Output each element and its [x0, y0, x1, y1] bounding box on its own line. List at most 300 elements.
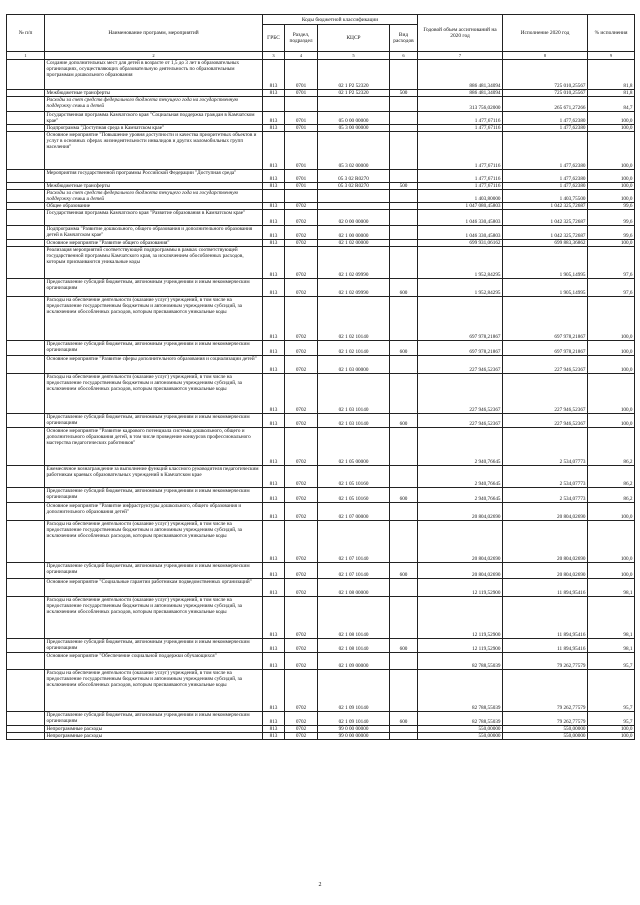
- cell-name: Государственная программа Камчатского края "Развитие образования в Камчатском крае": [45, 210, 263, 226]
- cell-name: Расходы на обеспечение деятельности (оказание услуг) учреждений, в том числе на предоставление государственным бюджетным и автономным учреждениям субсидий, за исключением обособленных расходов, которым присваиваются уникальные коды: [45, 597, 263, 639]
- cell-razdel: 0702: [285, 279, 318, 297]
- cell-razdel: 0702: [285, 670, 318, 712]
- cell-kcsr: 02 1 03 10140: [318, 374, 390, 414]
- cell-num: [7, 597, 45, 639]
- cell-razdel: 0702: [285, 356, 318, 374]
- cell-razdel: 0702: [285, 414, 318, 428]
- cell-vid: [390, 356, 418, 374]
- header-razdel: Раздел, подраздел: [285, 25, 318, 52]
- cell-name: Государственная программа Камчатского края "Социальная поддержка граждан в Камчатском крае": [45, 112, 263, 125]
- cell-razdel: 0701: [285, 125, 318, 132]
- cell-num: [7, 279, 45, 297]
- cell-kcsr: 02 1 08 10140: [318, 639, 390, 653]
- cell-vid: [390, 203, 418, 210]
- cell-vid: 600: [390, 414, 418, 428]
- cell-grbs: [263, 190, 285, 203]
- cell-razdel: 0702: [285, 521, 318, 563]
- cell-pct: 98,1: [588, 579, 635, 597]
- cell-razdel: 0702: [285, 247, 318, 279]
- cell-name: Создание дополнительных мест для детей в возрасте от 1,5 до 3 лет в образовательных организациях, осуществляющих образовательную деятельность по образовательным программам дошкольного образования: [45, 60, 263, 90]
- cell-num: [7, 125, 45, 132]
- table-row: [7, 503, 635, 521]
- cell-exec: 227 946,52367: [503, 356, 588, 374]
- cell-grbs: 813: [263, 170, 285, 183]
- cell-grbs: 813: [263, 639, 285, 653]
- cell-grbs: 813: [263, 125, 285, 132]
- cell-kcsr: 02 1 09 10140: [318, 712, 390, 726]
- cell-num: [7, 341, 45, 356]
- cell-exec: 1 042 325,72687: [503, 226, 588, 240]
- cell-kcsr: 02 1 09 10140: [318, 670, 390, 712]
- cell-pct: 100,0: [588, 503, 635, 521]
- cell-grbs: 813: [263, 356, 285, 374]
- table-row: [7, 203, 635, 210]
- cell-grbs: 813: [263, 712, 285, 726]
- cell-annual: 1 046 330,45803: [418, 210, 503, 226]
- cell-vid: [390, 670, 418, 712]
- cell-exec: 265 671,27266: [503, 97, 588, 112]
- cell-name: Основное мероприятие "Социальные гарантии работникам подведомственных организаций": [45, 579, 263, 597]
- cell-vid: [390, 428, 418, 466]
- cell-num: [7, 563, 45, 579]
- cell-num: [7, 60, 45, 90]
- cell-grbs: 813: [263, 579, 285, 597]
- cell-kcsr: [318, 97, 390, 112]
- table-row: [7, 226, 635, 240]
- cell-vid: [390, 247, 418, 279]
- cell-name: Непрограммные расходы: [45, 726, 263, 733]
- cell-annual: 82 788,55039: [418, 653, 503, 670]
- cell-kcsr: 02 0 00 00000: [318, 210, 390, 226]
- cell-exec: 550,00000: [503, 733, 588, 740]
- cell-num: [7, 726, 45, 733]
- cell-vid: [390, 240, 418, 247]
- cell-grbs: 813: [263, 90, 285, 97]
- cell-annual: 1 477,67116: [418, 125, 503, 132]
- table-row: [7, 279, 635, 297]
- cell-name: Расходы за счет средств федерального бюджета текущего года на государственную поддержку семьи и детей: [45, 190, 263, 203]
- cell-razdel: 0702: [285, 579, 318, 597]
- cell-num: [7, 579, 45, 597]
- cell-annual: 12 119,52900: [418, 597, 503, 639]
- cell-grbs: 813: [263, 341, 285, 356]
- cell-exec: 1 905,14995: [503, 247, 588, 279]
- cell-grbs: 813: [263, 112, 285, 125]
- cell-vid: 600: [390, 488, 418, 503]
- cell-annual: 697 978,21867: [418, 297, 503, 341]
- cell-exec: 725 010,25567: [503, 60, 588, 90]
- table-row: [7, 521, 635, 563]
- table-row: [7, 60, 635, 90]
- table-row: [7, 341, 635, 356]
- cell-grbs: 813: [263, 183, 285, 190]
- cell-name: Основное мероприятие "Развитие кадрового потенциала системы дошкольного, общего и дополнительного образования детей, в том числе проведение конкурсов профессионального мастерства педагогических работников": [45, 428, 263, 466]
- cell-kcsr: 02 1 07 10140: [318, 563, 390, 579]
- cell-annual: 886 481,34094: [418, 90, 503, 97]
- cell-grbs: 813: [263, 132, 285, 170]
- cell-razdel: 0702: [285, 653, 318, 670]
- header-column-numbers: [7, 52, 635, 60]
- cell-num: [7, 226, 45, 240]
- table-row: [7, 240, 635, 247]
- cell-annual: 20 804,02690: [418, 563, 503, 579]
- cell-annual: 1 477,67116: [418, 183, 503, 190]
- cell-razdel: 0702: [285, 466, 318, 488]
- cell-kcsr: 02 1 05 00000: [318, 428, 390, 466]
- table-row: [7, 247, 635, 279]
- cell-pct: 86,2: [588, 466, 635, 488]
- cell-name: Предоставление субсидий бюджетным, автономным учреждениям и иным некоммерческим организациям: [45, 639, 263, 653]
- cell-pct: 100,0: [588, 356, 635, 374]
- cell-num: [7, 112, 45, 125]
- budget-table: [6, 14, 635, 740]
- cell-pct: 100,0: [588, 132, 635, 170]
- cell-annual: 699 931,06162: [418, 240, 503, 247]
- cell-annual: 12 119,52900: [418, 579, 503, 597]
- cell-exec: 79 262,77579: [503, 670, 588, 712]
- cell-razdel: 0701: [285, 90, 318, 97]
- cell-num: [7, 297, 45, 341]
- cell-vid: 600: [390, 279, 418, 297]
- cell-razdel: 0702: [285, 712, 318, 726]
- cell-exec: 1 477,62380: [503, 112, 588, 125]
- cell-num: [7, 503, 45, 521]
- cell-grbs: 813: [263, 488, 285, 503]
- cell-name: Расходы на обеспечение деятельности (оказание услуг) учреждений, в том числе на предоставление государственным бюджетным и автономным учреждениям субсидий, за исключением обособленных расходов, которым присваиваются уникальные коды: [45, 670, 263, 712]
- cell-annual: 1 952,84295: [418, 247, 503, 279]
- cell-pct: 100,0: [588, 563, 635, 579]
- cell-num: [7, 653, 45, 670]
- cell-vid: [390, 374, 418, 414]
- cell-razdel: 0702: [285, 210, 318, 226]
- cell-razdel: 0702: [285, 597, 318, 639]
- cell-razdel: 0701: [285, 112, 318, 125]
- cell-pct: 100,0: [588, 190, 635, 203]
- cell-kcsr: 02 1 08 00000: [318, 579, 390, 597]
- cell-kcsr: 02 1 03 00000: [318, 356, 390, 374]
- cell-name: Предоставление субсидий бюджетным, автономным учреждениям и иным некоммерческим организациям: [45, 341, 263, 356]
- cell-annual: 886 481,34094: [418, 60, 503, 90]
- cell-kcsr: 02 1 08 10140: [318, 597, 390, 639]
- header-vid: Вид расходов: [390, 25, 418, 52]
- table-row: [7, 356, 635, 374]
- cell-name: Мероприятия государственной программы Российской Федерации "Доступная среда": [45, 170, 263, 183]
- cell-annual: 1 477,67116: [418, 170, 503, 183]
- cell-exec: 1 477,62380: [503, 132, 588, 170]
- cell-pct: 100,0: [588, 112, 635, 125]
- cell-exec: 11 894,95416: [503, 597, 588, 639]
- cell-pct: 98,1: [588, 597, 635, 639]
- cell-kcsr: 02 1 05 10160: [318, 466, 390, 488]
- cell-vid: [390, 653, 418, 670]
- cell-annual: 1 047 080,45803: [418, 203, 503, 210]
- cell-razdel: 0702: [285, 374, 318, 414]
- cell-exec: 550,00000: [503, 726, 588, 733]
- cell-grbs: 813: [263, 247, 285, 279]
- column-number: 8: [503, 52, 588, 60]
- cell-pct: 100,0: [588, 726, 635, 733]
- table-row: [7, 428, 635, 466]
- cell-razdel: 0701: [285, 60, 318, 90]
- cell-annual: 550,00000: [418, 733, 503, 740]
- cell-kcsr: 02 1 09 00000: [318, 653, 390, 670]
- cell-pct: 100,0: [588, 733, 635, 740]
- cell-num: [7, 356, 45, 374]
- header-pct: % исполнения: [588, 15, 635, 52]
- cell-vid: [390, 112, 418, 125]
- cell-exec: 2 534,07773: [503, 428, 588, 466]
- cell-vid: [390, 597, 418, 639]
- cell-kcsr: 05 3 02 R0270: [318, 170, 390, 183]
- cell-num: [7, 428, 45, 466]
- cell-pct: 99,6: [588, 210, 635, 226]
- cell-kcsr: [318, 190, 390, 203]
- cell-annual: 12 119,52900: [418, 639, 503, 653]
- cell-exec: 20 804,02690: [503, 563, 588, 579]
- cell-grbs: 813: [263, 210, 285, 226]
- cell-exec: 725 010,25567: [503, 90, 588, 97]
- cell-vid: [390, 226, 418, 240]
- cell-pct: 84,7: [588, 97, 635, 112]
- cell-razdel: [285, 190, 318, 203]
- cell-grbs: 813: [263, 726, 285, 733]
- cell-kcsr: 02 1 00 00000: [318, 226, 390, 240]
- table-row: [7, 466, 635, 488]
- cell-num: [7, 374, 45, 414]
- cell-razdel: 0702: [285, 428, 318, 466]
- cell-exec: 11 894,95416: [503, 639, 588, 653]
- cell-pct: 97,6: [588, 279, 635, 297]
- cell-pct: 100,0: [588, 240, 635, 247]
- cell-kcsr: 02 1 02 00000: [318, 240, 390, 247]
- table-row: [7, 125, 635, 132]
- cell-grbs: 813: [263, 297, 285, 341]
- cell-vid: [390, 726, 418, 733]
- cell-pct: 95,7: [588, 670, 635, 712]
- cell-kcsr: 05 3 02 R0270: [318, 183, 390, 190]
- cell-num: [7, 210, 45, 226]
- cell-razdel: 0702: [285, 563, 318, 579]
- cell-num: [7, 97, 45, 112]
- cell-annual: 697 978,21867: [418, 341, 503, 356]
- cell-kcsr: 02 1 02 09990: [318, 279, 390, 297]
- cell-kcsr: [318, 203, 390, 210]
- cell-annual: 1 046 330,45803: [418, 226, 503, 240]
- cell-razdel: 0701: [285, 183, 318, 190]
- cell-kcsr: 05 0 00 00000: [318, 112, 390, 125]
- cell-name: Основное мероприятие "Развитие общего образования": [45, 240, 263, 247]
- cell-exec: 697 978,21867: [503, 341, 588, 356]
- cell-name: Расходы на обеспечение деятельности (оказание услуг) учреждений, в том числе на предоставление государственным бюджетным и автономным учреждениям субсидий, за исключением обособленных расходов, которым присваиваются уникальные коды: [45, 374, 263, 414]
- cell-exec: 697 978,21867: [503, 297, 588, 341]
- table-row: [7, 579, 635, 597]
- cell-razdel: [285, 97, 318, 112]
- cell-name: Предоставление субсидий бюджетным, автономным учреждениям и иным некоммерческим организациям: [45, 279, 263, 297]
- cell-exec: 1 042 325,72687: [503, 210, 588, 226]
- cell-exec: 79 262,77579: [503, 712, 588, 726]
- header-codes-group: Коды бюджетной классификации: [263, 15, 418, 25]
- cell-vid: 600: [390, 712, 418, 726]
- cell-kcsr: 99 0 00 00000: [318, 733, 390, 740]
- column-number: 7: [418, 52, 503, 60]
- cell-razdel: 0702: [285, 726, 318, 733]
- cell-vid: [390, 170, 418, 183]
- cell-exec: 1 477,62380: [503, 170, 588, 183]
- cell-grbs: 813: [263, 466, 285, 488]
- cell-vid: 500: [390, 90, 418, 97]
- cell-name: Межбюджетные трансферты: [45, 183, 263, 190]
- cell-name: Непрограммные расходы: [45, 733, 263, 740]
- table-row: [7, 90, 635, 97]
- cell-name: Расходы на обеспечение деятельности (оказание услуг) учреждений, в том числе на предоставление государственным бюджетным и автономным учреждениям субсидий, за исключением обособленных расходов, которым присваиваются уникальные коды: [45, 521, 263, 563]
- cell-grbs: 813: [263, 733, 285, 740]
- cell-pct: 99,6: [588, 203, 635, 210]
- cell-name: Основное мероприятие "Повышение уровня доступности и качества приоритетных объектов и услуг в основных сферах жизнедеятельности инвалидов и других маломобильных групп населения": [45, 132, 263, 170]
- cell-kcsr: 02 1 07 10140: [318, 521, 390, 563]
- cell-razdel: 0702: [285, 488, 318, 503]
- cell-vid: [390, 97, 418, 112]
- cell-pct: 86,2: [588, 428, 635, 466]
- cell-annual: 227 946,52367: [418, 374, 503, 414]
- cell-pct: 100,0: [588, 297, 635, 341]
- cell-annual: 227 946,52367: [418, 414, 503, 428]
- header-name: Наименование программ, мероприятий: [45, 15, 263, 52]
- column-number: 4: [285, 52, 318, 60]
- cell-kcsr: 02 1 P2 52320: [318, 90, 390, 97]
- cell-pct: 100,0: [588, 414, 635, 428]
- cell-grbs: 813: [263, 60, 285, 90]
- cell-num: [7, 90, 45, 97]
- cell-pct: 100,0: [588, 374, 635, 414]
- column-number: 6: [390, 52, 418, 60]
- cell-num: [7, 240, 45, 247]
- table-row: [7, 712, 635, 726]
- cell-num: [7, 733, 45, 740]
- cell-name: Основное мероприятие "Развитие инфраструктуры дошкольного, общего образования и дополнительного образования детей": [45, 503, 263, 521]
- cell-num: [7, 639, 45, 653]
- cell-name: Предоставление субсидий бюджетным, автономным учреждениям и иным некоммерческим организациям: [45, 414, 263, 428]
- cell-num: [7, 247, 45, 279]
- cell-grbs: 813: [263, 597, 285, 639]
- cell-pct: 100,0: [588, 170, 635, 183]
- cell-annual: 82 788,55039: [418, 670, 503, 712]
- cell-num: [7, 170, 45, 183]
- cell-name: Предоставление субсидий бюджетным, автономным учреждениям и иным некоммерческим организациям: [45, 712, 263, 726]
- cell-exec: 1 042 325,72687: [503, 203, 588, 210]
- cell-pct: 95,7: [588, 712, 635, 726]
- cell-vid: [390, 210, 418, 226]
- cell-vid: [390, 733, 418, 740]
- cell-annual: 227 946,52367: [418, 356, 503, 374]
- table-row: [7, 190, 635, 203]
- cell-exec: 227 946,52367: [503, 414, 588, 428]
- cell-name: Ежемесячное вознаграждение за выполнение функций классного руководителя педагогическим работникам краевых образовательных учреждений в Камчатском крае: [45, 466, 263, 488]
- cell-vid: 600: [390, 639, 418, 653]
- cell-annual: 313 756,02000: [418, 97, 503, 112]
- cell-kcsr: 05 3 02 00000: [318, 132, 390, 170]
- cell-vid: [390, 60, 418, 90]
- cell-pct: 100,0: [588, 521, 635, 563]
- cell-name: Расходы на обеспечение деятельности (оказание услуг) учреждений, в том числе на предоставление государственным бюджетным и автономным учреждениям субсидий, за исключением обособленных расходов, которым присваиваются уникальные коды: [45, 297, 263, 341]
- cell-num: [7, 190, 45, 203]
- table-row: [7, 297, 635, 341]
- cell-grbs: 813: [263, 521, 285, 563]
- column-number: 9: [588, 52, 635, 60]
- cell-razdel: 0702: [285, 639, 318, 653]
- header-num: № п/п: [7, 15, 45, 52]
- cell-vid: [390, 132, 418, 170]
- table-row: [7, 183, 635, 190]
- cell-grbs: 813: [263, 653, 285, 670]
- cell-pct: 81,8: [588, 60, 635, 90]
- cell-pct: 100,0: [588, 183, 635, 190]
- cell-num: [7, 488, 45, 503]
- cell-kcsr: 02 1 P2 52320: [318, 60, 390, 90]
- cell-kcsr: 99 0 00 00000: [318, 726, 390, 733]
- cell-num: [7, 521, 45, 563]
- cell-grbs: [263, 97, 285, 112]
- cell-exec: 227 946,52367: [503, 374, 588, 414]
- cell-name: Общее образование: [45, 203, 263, 210]
- cell-razdel: 0702: [285, 503, 318, 521]
- cell-annual: 20 804,02690: [418, 521, 503, 563]
- table-row: [7, 733, 635, 740]
- header-grbs: ГРБС: [263, 25, 285, 52]
- table-row: [7, 563, 635, 579]
- cell-pct: 95,7: [588, 653, 635, 670]
- cell-num: [7, 466, 45, 488]
- cell-grbs: 813: [263, 428, 285, 466]
- table-row: [7, 210, 635, 226]
- cell-name: Предоставление субсидий бюджетным, автономным учреждениям и иным некоммерческим организациям: [45, 563, 263, 579]
- cell-pct: 86,2: [588, 488, 635, 503]
- table-row: [7, 653, 635, 670]
- cell-vid: [390, 579, 418, 597]
- header-annual: Годовой объем ассигнований на 2020 год: [418, 15, 503, 52]
- cell-kcsr: 02 1 07 00000: [318, 503, 390, 521]
- cell-annual: 1 477,67116: [418, 132, 503, 170]
- cell-vid: [390, 521, 418, 563]
- cell-exec: 20 804,02690: [503, 521, 588, 563]
- cell-pct: 98,1: [588, 639, 635, 653]
- cell-grbs: 813: [263, 414, 285, 428]
- cell-annual: 1 477,67116: [418, 112, 503, 125]
- cell-razdel: 0702: [285, 297, 318, 341]
- cell-annual: 1 403,80000: [418, 190, 503, 203]
- document-page: [6, 14, 634, 740]
- cell-kcsr: 02 1 02 10140: [318, 341, 390, 356]
- cell-name: Основное мероприятие "Обеспечение социальной поддержки обучающихся": [45, 653, 263, 670]
- cell-vid: [390, 190, 418, 203]
- cell-vid: [390, 297, 418, 341]
- cell-exec: 1 477,62380: [503, 125, 588, 132]
- cell-razdel: 0702: [285, 240, 318, 247]
- cell-pct: 100,0: [588, 341, 635, 356]
- table-row: [7, 414, 635, 428]
- cell-num: [7, 203, 45, 210]
- cell-razdel: 0701: [285, 170, 318, 183]
- cell-vid: [390, 125, 418, 132]
- cell-name: Межбюджетные трансферты: [45, 90, 263, 97]
- cell-num: [7, 183, 45, 190]
- cell-exec: 2 534,07773: [503, 466, 588, 488]
- table-row: [7, 112, 635, 125]
- column-number: 2: [45, 52, 263, 60]
- header-kcsr: КЦСР: [318, 25, 390, 52]
- cell-annual: 20 804,02690: [418, 503, 503, 521]
- cell-grbs: 813: [263, 374, 285, 414]
- cell-pct: 97,6: [588, 247, 635, 279]
